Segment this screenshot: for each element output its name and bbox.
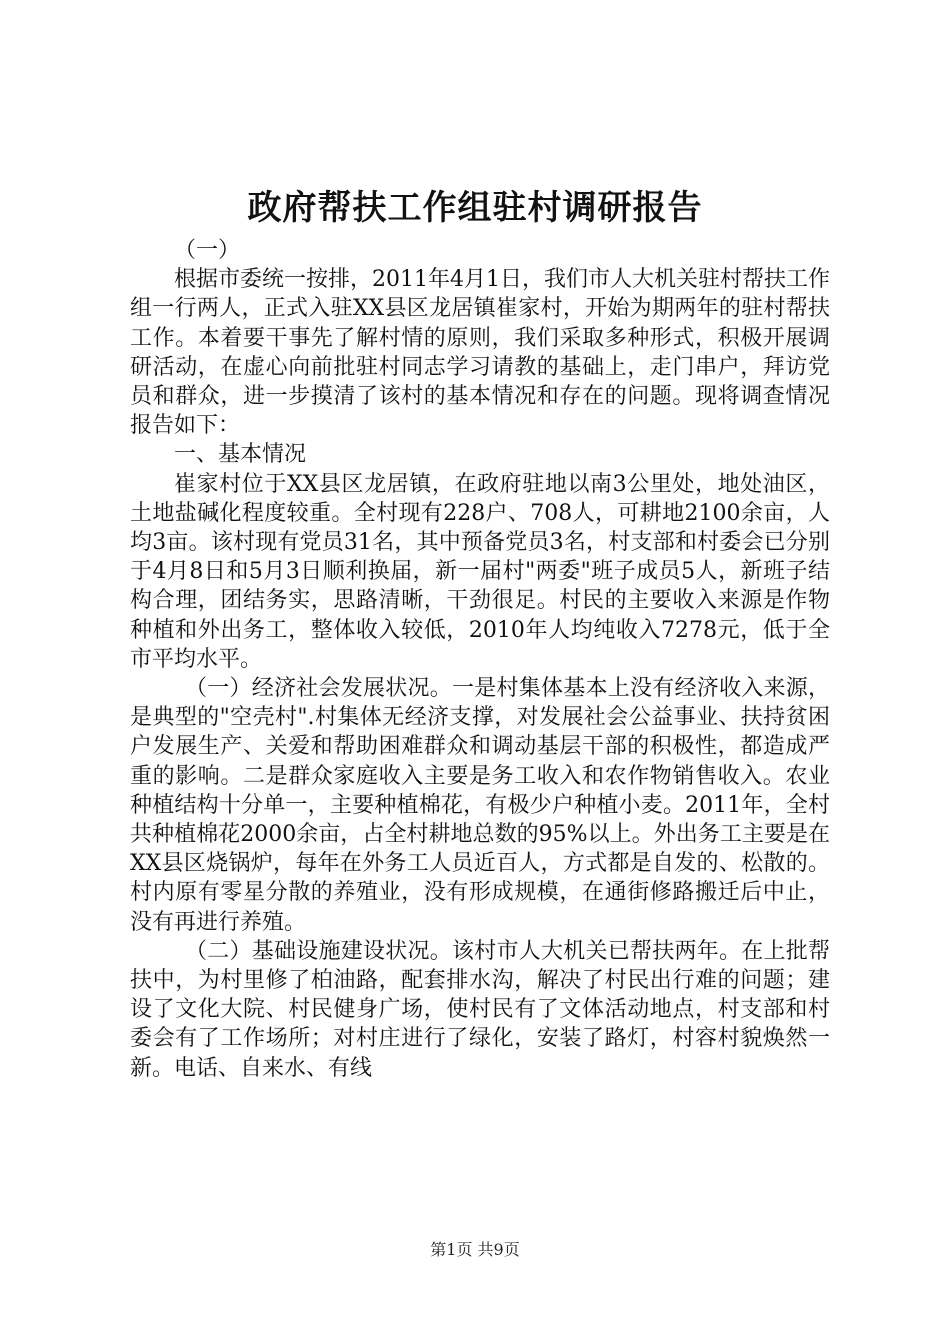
section-heading-basic-situation: 一、基本情况 — [174, 442, 307, 468]
section-marker: （一） — [174, 238, 241, 263]
intro-paragraph: 根据市委统一按排，2011年4月1日，我们市人大机关驻村帮扶工作组一行两人，正式入驻XX县区龙居镇崔家村，开始为期两年的驻村帮扶工作。本着要干事先了解村情的原则，我们采取多种形式，积极开展调研活动，在虚心向前批驻村同志学习请教的基础上，走门串户，拜访党员和群众，进一步摸清了该村的基本情况和存在的问题。现将调查情况报告如下： — [130, 267, 830, 439]
economic-development-paragraph: （一）经济社会发展状况。一是村集体基本上没有经济收入来源，是典型的"空壳村".村集体无经济支撑，对发展社会公益事业、扶持贫困户发展生产、关爱和帮助困难群众和调动基层干部的积极性，都造成严重的影响。二是群众家庭收入主要是务工收入和农作物销售收入。农业种植结构十分单一，主要种植棉花，有极少户种植小麦。2011年，全村共种植棉花2000余亩，占全村耕地总数的95%以上。外出务工主要是在XX县区烧锅炉，每年在外务工人员近百人，方式都是自发的、松散的。村内原有零星分散的养殖业，没有形成规模，在通街修路搬迁后中止，没有再进行养殖。 — [130, 676, 830, 935]
basic-situation-paragraph: 崔家村位于XX县区龙居镇，在政府驻地以南3公里处，地处油区，土地盐碱化程度较重。全村现有228户、708人，可耕地2100余亩，人均3亩。该村现有党员31名，其中预备党员3名，村支部和村委会已分别于4月8日和5月3日顺利换届，新一届村"两委"班子成员5人，新班子结构合理，团结务实，思路清晰，干劲很足。村民的主要收入来源是作物种植和外出务工，整体收入较低，2010年人均纯收入7278元，低于全市平均水平。 — [130, 471, 830, 672]
infrastructure-paragraph: （二）基础设施建设状况。该村市人大机关已帮扶两年。在上批帮扶中，为村里修了柏油路，配套排水沟，解决了村民出行难的问题；建设了文化大院、村民健身广场，使村民有了文体活动地点，村支部和村委会有了工作场所；对村庄进行了绿化，安装了路灯，村容村貌焕然一新。电话、自来水、有线 — [130, 938, 830, 1081]
document-body — [130, 236, 830, 1083]
page-footer: 第1页 共9页 — [430, 1240, 520, 1259]
document-title: 政府帮扶工作组驻村调研报告 — [247, 188, 703, 228]
